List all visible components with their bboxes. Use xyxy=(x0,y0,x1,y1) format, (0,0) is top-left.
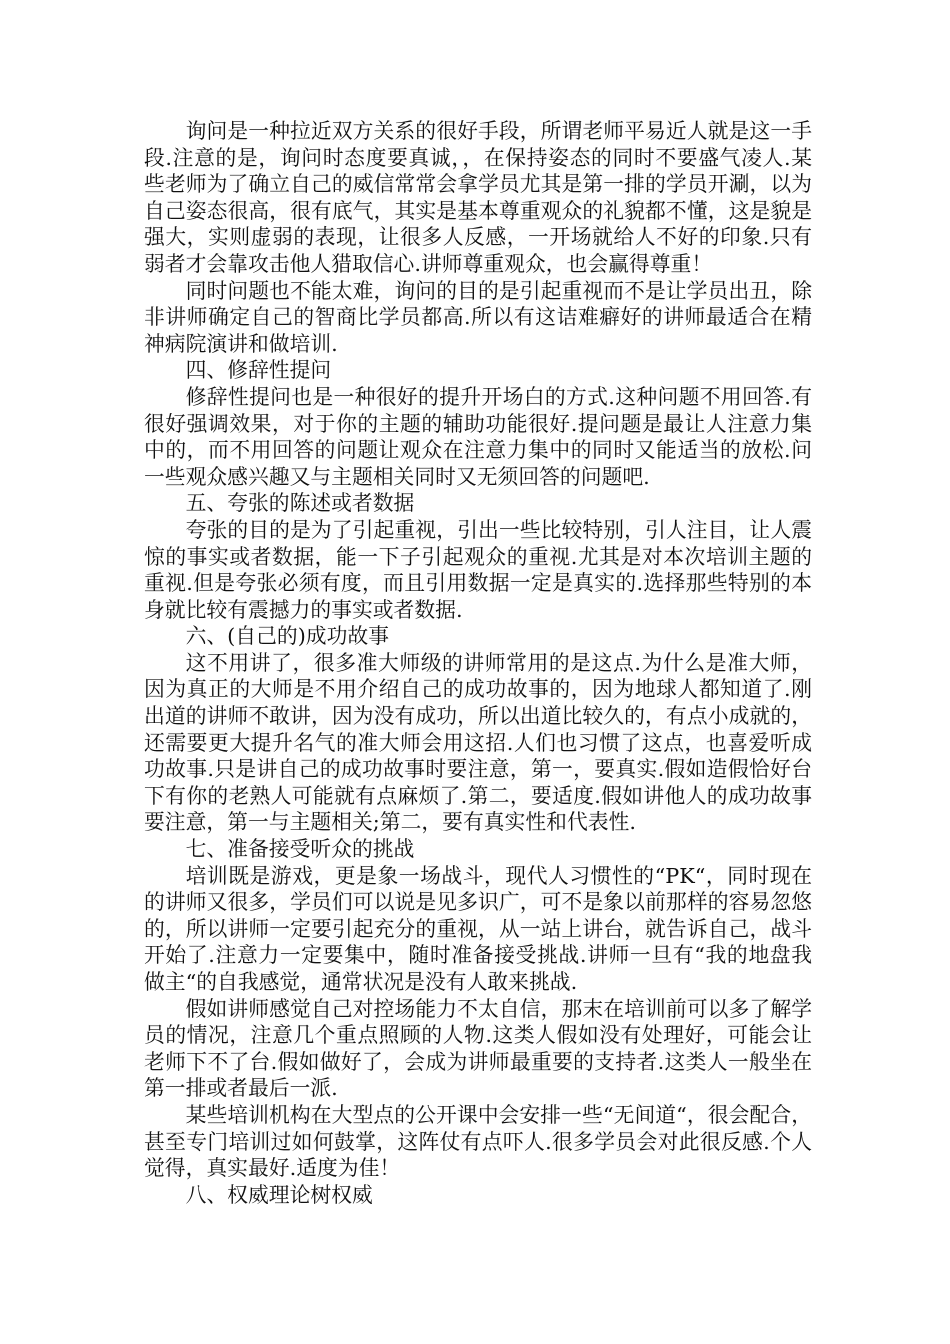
paragraph: 修辞性提问也是一种很好的提升开场白的方式.这种问题不用回答.有很好强调效果，对于你的主题的辅助功能很好.提问题是最让人注意力集中的，而不用回答的问题让观众在注意力集中的同时又能适当的放松.问一些观众感兴趣又与主题相关同时又无须回答的问题吧. xyxy=(144,384,812,489)
section-heading: 六、(自己的)成功故事 xyxy=(185,624,389,649)
section-heading: 八、权威理论树权威 xyxy=(185,1182,373,1207)
paragraph: 同时问题也不能太难，询问的目的是引起重视而不是让学员出丑，除非讲师确定自己的智商比学员都高.所以有这诘难癖好的讲师最适合在精神病院演讲和做培训. xyxy=(144,278,812,356)
section-heading: 七、准备接受听众的挑战 xyxy=(185,837,415,862)
paragraph: 培训既是游戏，更是象一场战斗，现代人习惯性的“PK“，同时现在的讲师又很多，学员们可以说是见多识广，可不是象以前那样的容易忽悠的，所以讲师一定要引起充分的重视，从一站上讲台，就告诉自己，战斗开始了.注意力一定要集中，随时准备接受挑战.讲师一旦有“我的地盘我做主“的自我感觉，通常状况是没有人敢来挑战. xyxy=(144,863,812,994)
paragraph: 某些培训机构在大型点的公开课中会安排一些“无间道“，很会配合，甚至专门培训过如何鼓掌，这阵仗有点吓人.很多学员会对此很反感.个人觉得，真实最好.适度为佳！ xyxy=(144,1102,812,1181)
paragraph: 询问是一种拉近双方关系的很好手段，所谓老师平易近人就是这一手段.注意的是，询问时态度要真诚，，在保持姿态的同时不要盛气凌人.某些老师为了确立自己的威信常常会拿学员尤其是第一排的学员开涮，以为自己姿态很高，很有底气，其实是基本尊重观众的礼貌都不懂，这是貌是强大，实则虚弱的表现，让很多人反感，一开场就给人不好的印象.只有弱者才会靠攻击他人猎取信心.讲师尊重观众，也会赢得尊重！ xyxy=(144,119,812,276)
document-body xyxy=(144,118,812,1208)
paragraph: 这不用讲了，很多准大师级的讲师常用的是这点.为什么是准大师，因为真正的大师是不用介绍自己的成功故事的，因为地球人都知道了.刚出道的讲师不敢讲，因为没有成功，所以出道比较久的，有点小成就的，还需要更大提升名气的准大师会用这招.人们也习惯了这点，也喜爱听成功故事.只是讲自己的成功故事时要注意，第一，要真实.假如造假恰好台下有你的老熟人可能就有点麻烦了.第二，要适度.假如讲他人的成功故事要注意，第一与主题相关;第二，要有真实性和代表性. xyxy=(144,650,812,835)
paragraph: 夸张的目的是为了引起重视，引出一些比较特别，引人注目，让人震惊的事实或者数据，能一下子引起观众的重视.尤其是对本次培训主题的重视.但是夸张必须有度，而且引用数据一定是真实的.选择那些特别的本身就比较有震撼力的事实或者数据. xyxy=(144,517,812,622)
section-heading: 五、夸张的陈述或者数据 xyxy=(185,491,415,516)
section-heading: 四、修辞性提问 xyxy=(185,358,332,383)
paragraph: 假如讲师感觉自己对控场能力不太自信，那末在培训前可以多了解学员的情况，注意几个重点照顾的人物.这类人假如没有处理好，可能会让老师下不了台.假如做好了，会成为讲师最重要的支持者.这类人一般坐在第一排或者最后一派. xyxy=(144,996,812,1101)
